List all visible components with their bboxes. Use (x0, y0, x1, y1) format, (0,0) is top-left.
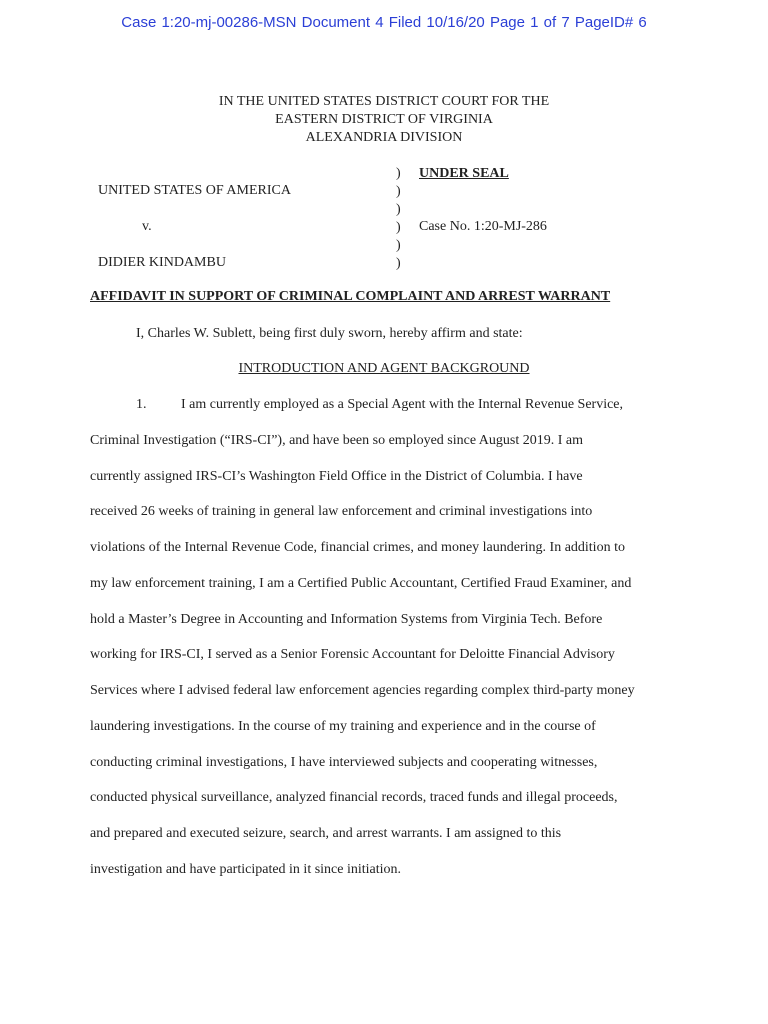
paragraph-line: investigation and have participated in it since initiation. (90, 862, 402, 877)
court-heading-line-1: IN THE UNITED STATES DISTRICT COURT FOR THE (218, 94, 550, 109)
caption-divider: ) ) ) ) ) ) (396, 166, 401, 271)
affidavit-intro: I, Charles W. Sublett, being first duly sworn, hereby affirm and state: (136, 326, 523, 341)
paragraph-line: I am currently employed as a Special Agent with the Internal Revenue Service, (181, 397, 624, 412)
paragraph-line: conducting criminal investigations, I have interviewed subjects and cooperating witnesses, (90, 755, 598, 770)
caption-defendant: DIDIER KINDAMBU (98, 255, 226, 270)
paragraph-line: received 26 weeks of training in general law enforcement and criminal investigations into (90, 504, 593, 519)
paragraph-line: laundering investigations. In the course of my training and experience and in the course of (90, 719, 596, 734)
paragraph-line: working for IRS-CI, I served as a Senior Forensic Accountant for Deloitte Financial Advisory (90, 647, 615, 662)
case-number: Case No. 1:20-MJ-286 (419, 219, 547, 234)
caption-plaintiff: UNITED STATES OF AMERICA (98, 183, 291, 198)
paragraph-line: Services where I advised federal law enforcement agencies regarding complex third-party money (90, 683, 635, 698)
paragraph-number: 1. (136, 397, 147, 412)
paragraph-line: hold a Master’s Degree in Accounting and Information Systems from Virginia Tech. Before (90, 612, 603, 627)
paragraph-line: and prepared and executed seizure, search, and arrest warrants. I am assigned to this (90, 826, 562, 841)
court-heading-line-3: ALEXANDRIA DIVISION (305, 130, 463, 145)
paragraph-line: violations of the Internal Revenue Code, financial crimes, and money laundering. In addition to (90, 540, 625, 555)
section-heading: INTRODUCTION AND AGENT BACKGROUND (238, 361, 530, 376)
paragraph-line: Criminal Investigation (“IRS-CI”), and have been so employed since August 2019. I am (90, 433, 584, 448)
paragraph-line: my law enforcement training, I am a Certified Public Accountant, Certified Fraud Examiner, and (90, 576, 632, 591)
court-heading-line-2: EASTERN DISTRICT OF VIRGINIA (275, 112, 493, 127)
court-heading (0, 93, 768, 147)
under-seal-label: UNDER SEAL (419, 166, 509, 181)
ecf-filing-stamp: Case 1:20-mj-00286-MSN Document 4 Filed 10/16/20 Page 1 of 7 PageID# 6 (121, 14, 647, 31)
affidavit-title: AFFIDAVIT IN SUPPORT OF CRIMINAL COMPLAINT AND ARREST WARRANT (90, 289, 611, 304)
caption-versus: v. (142, 219, 152, 234)
paragraph-line: conducted physical surveillance, analyzed financial records, traced funds and illegal proceeds, (90, 790, 618, 805)
paragraph-line: currently assigned IRS-CI’s Washington Field Office in the District of Columbia. I have (90, 469, 583, 484)
